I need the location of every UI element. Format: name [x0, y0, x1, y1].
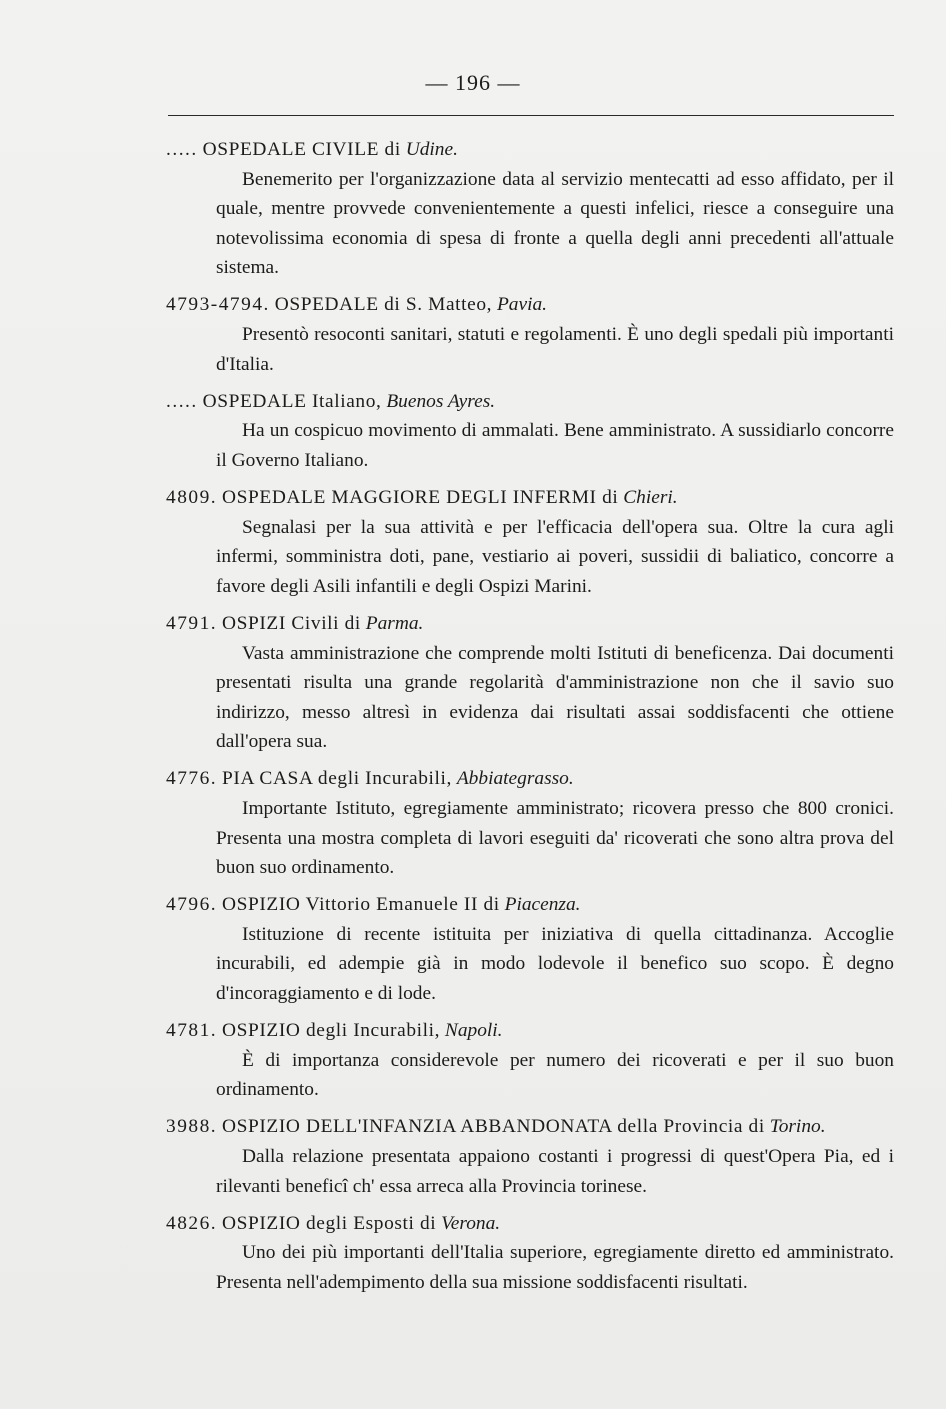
- entry-institution: OSPEDALE Italiano,: [202, 390, 382, 412]
- entry: [166, 1209, 894, 1298]
- entry: [166, 764, 894, 882]
- entry-text: Presentò resoconti sanitari, statuti e regolamenti. È uno degli spedali più importanti d'Italia.: [216, 324, 894, 375]
- entry-number: 4796.: [166, 894, 218, 916]
- entry-place: Piacenza.: [504, 894, 581, 916]
- entry-text: Istituzione di recente istituita per iniziativa di quella cittadinanza. Accoglie incurabili, ed adempie già in modo lodevole il benefico suo scopo. È degno d'incoraggiamento e di lode.: [216, 923, 894, 1005]
- entry-institution: OSPIZIO degli Esposti di: [222, 1212, 437, 1234]
- entry-place: Pavia.: [496, 294, 548, 316]
- entry-place: Abbiategrasso.: [456, 768, 574, 790]
- entry: [166, 483, 894, 601]
- entry: [166, 890, 894, 1008]
- entry-number: 4809.: [166, 487, 218, 509]
- entry-place: Torino.: [769, 1116, 826, 1138]
- entry-institution: OSPIZI Civili di: [222, 612, 361, 634]
- entry-place: Napoli.: [444, 1020, 503, 1042]
- entry-institution: OSPEDALE CIVILE di: [202, 139, 401, 160]
- entry-text: Uno dei più importanti dell'Italia superiore, egregiamente diretto ed amministrato. Presenta nell'adempimento della sua missione soddisfacenti risultati.: [216, 1242, 894, 1293]
- entry-institution: OSPIZIO Vittorio Emanuele II di: [222, 894, 500, 916]
- header-rule: [168, 115, 894, 116]
- entry-number: .....: [166, 139, 198, 160]
- entry-text: Importante Istituto, egregiamente amministrato; ricovera presso che 800 cronici. Presenta una mostra completa di lavori eseguiti da' ricoverati che sono altra prova del buon suo ordinamento.: [216, 797, 894, 879]
- entry: [166, 1112, 894, 1201]
- entry-heading: [166, 890, 894, 920]
- entry: [166, 1016, 894, 1105]
- entry-number: .....: [166, 390, 198, 412]
- entry: [166, 387, 894, 476]
- entry-place: Parma.: [365, 612, 424, 634]
- entry-institution: OSPIZIO DELL'INFANZIA ABBANDONATA della Provincia di: [222, 1116, 765, 1138]
- page-number: — 196 —: [425, 70, 521, 95]
- entry-heading: [166, 1209, 894, 1239]
- entry-text: Segnalasi per la sua attività e per l'efficacia dell'opera sua. Oltre la cura agli infermi, somministra doti, pane, vestiario ai poveri, sussidii di baliatico, concorre a favore degli Asili infantili e degli Ospizi Marini.: [216, 516, 894, 597]
- entry-heading: [166, 609, 894, 639]
- entry-number: 4791.: [166, 612, 218, 634]
- entry-text: È di importanza considerevole per numero dei ricoverati e per il suo buon ordinamento.: [216, 1049, 894, 1101]
- entry-heading: [166, 1016, 894, 1046]
- entry-number: 3988.: [166, 1116, 218, 1138]
- entry-text: Vasta amministrazione che comprende molti Istituti di beneficenza. Dai documenti presentati risulta una grande regolarità d'amministrazione non che il savio suo indirizzo, messo altresì in evidenza dai risultati assai soddisfacenti che ottiene dall'opera sua.: [216, 642, 894, 753]
- entry-text: Benemerito per l'organizzazione data al servizio mentecatti ad esso affidato, per il quale, mentre provvede convenientemente a questi infelici, riesce a conseguire una notevolissima economia di spesa di fronte a quella degli anni precedenti all'attuale sistema.: [216, 168, 894, 279]
- entry-number: 4793-4794.: [166, 294, 270, 316]
- entry: [166, 290, 894, 379]
- entry-heading: [166, 135, 894, 165]
- entry-institution: OSPEDALE MAGGIORE DEGLI INFERMI di: [222, 487, 619, 509]
- entry-heading: [166, 764, 894, 794]
- entry-institution: OSPEDALE di S. Matteo,: [274, 294, 493, 316]
- entry-institution: PIA CASA degli Incurabili,: [222, 768, 452, 790]
- entry-text: Dalla relazione presentata appaiono costanti i progressi di quest'Opera Pia, ed i rilevanti beneficî ch' essa arreca alla Provincia torinese.: [216, 1146, 894, 1197]
- entry-place: Verona.: [441, 1212, 501, 1234]
- entry-institution: OSPIZIO degli Incurabili,: [222, 1020, 441, 1042]
- entry-number: 4776.: [166, 768, 218, 790]
- entry-heading: [166, 387, 894, 417]
- entry-heading: [166, 483, 894, 513]
- entry-place: Buenos Ayres.: [386, 390, 496, 412]
- entry-heading: [166, 1112, 894, 1142]
- entry-place: Chieri.: [623, 487, 678, 509]
- entry-heading: [166, 290, 894, 320]
- entry-place: Udine.: [405, 139, 458, 160]
- entry: [166, 135, 894, 283]
- entry: [166, 609, 894, 757]
- entry-number: 4826.: [166, 1212, 218, 1234]
- entry-text: Ha un cospicuo movimento di ammalati. Bene amministrato. A sussidiarlo concorre il Governo Italiano.: [216, 420, 894, 471]
- entry-number: 4781.: [166, 1020, 218, 1042]
- entries-list: [166, 135, 894, 1305]
